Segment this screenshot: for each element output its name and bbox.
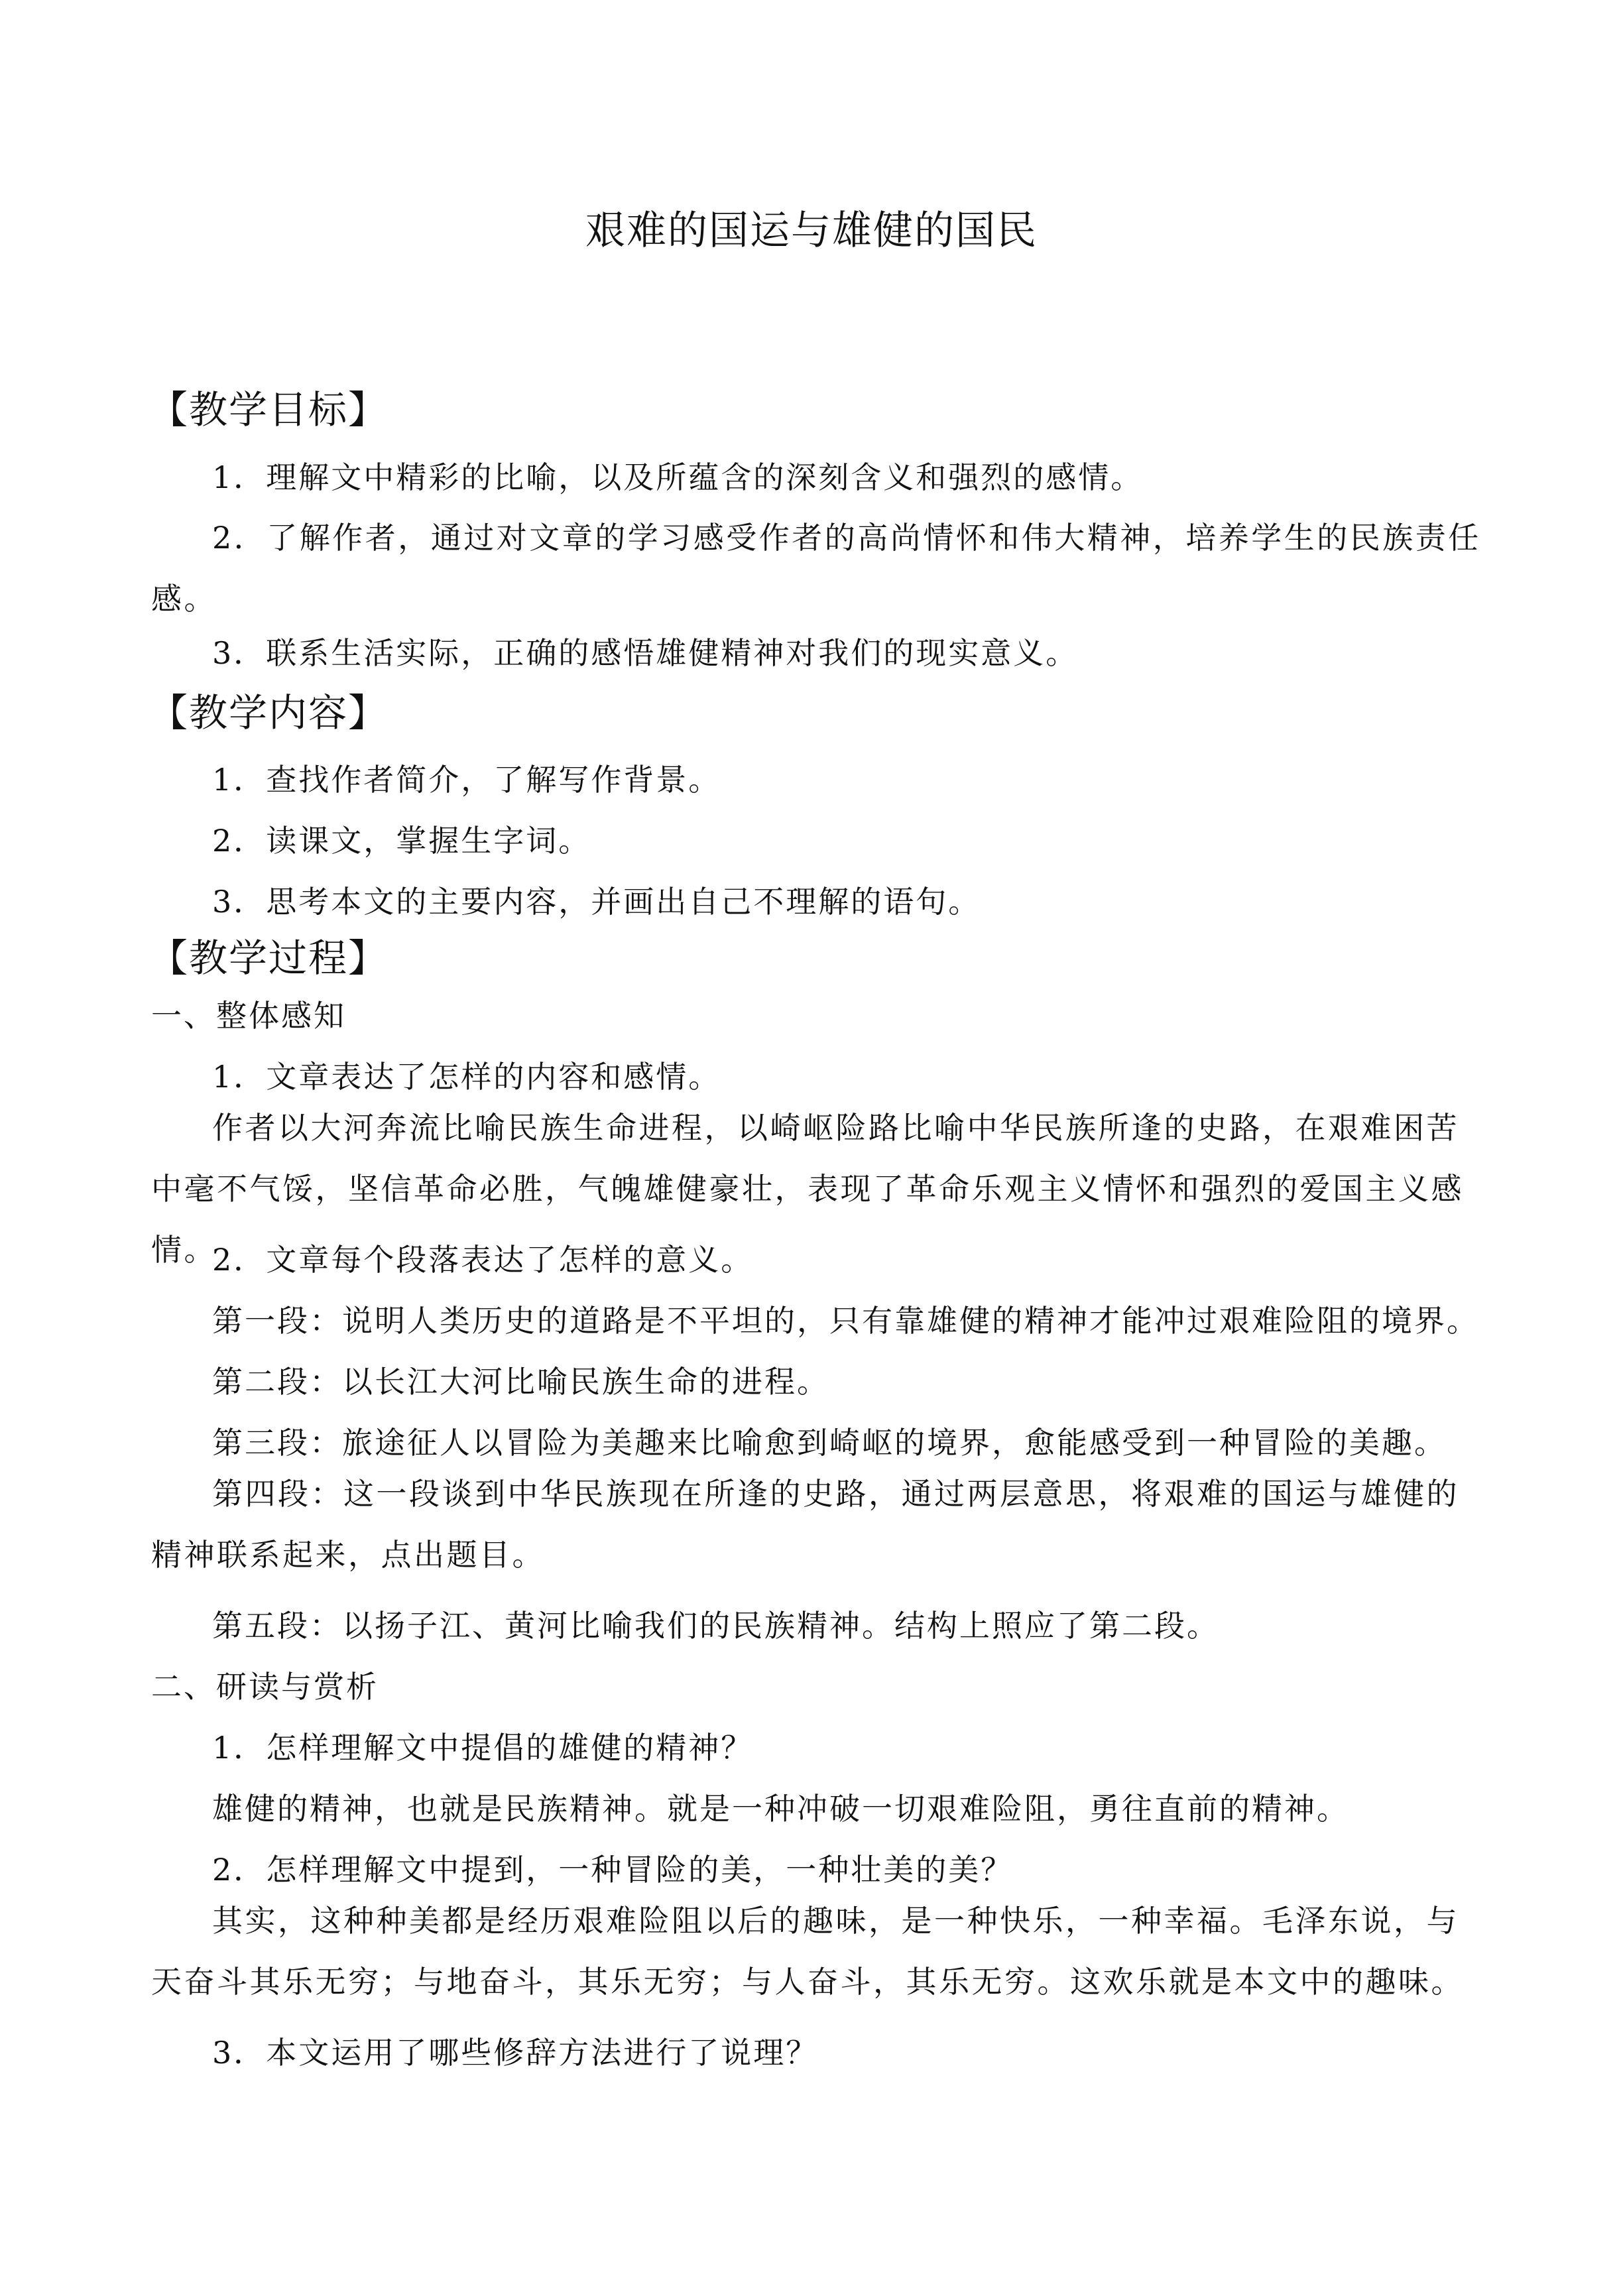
paragraph-summary: 第四段：这一段谈到中华民族现在所逢的史路，通过两层意思，将艰难的国运与雄健的精神联系起来，点出题目。: [151, 1476, 1459, 1573]
section-heading-goals: 【教学目标】: [149, 387, 389, 432]
goal-item: 2．了解作者，通过对文章的学习感受作者的高尚情怀和伟大精神，培养学生的民族责任感。: [151, 520, 1481, 617]
question: 1．怎样理解文中提倡的雄健的精神？: [212, 1730, 754, 1766]
question: 1．文章表达了怎样的内容和感情。: [212, 1059, 721, 1095]
answer-paragraph: 作者以大河奔流比喻民族生命进程，以崎岖险路比喻中华民族所逢的史路，在艰难困苦中毫不气馁，坚信革命必胜，气魄雄健豪壮，表现了革命乐观主义情怀和强烈的爱国主义感情。: [151, 1110, 1464, 1268]
content-item: 2．读课文，掌握生字词。: [212, 823, 591, 859]
paragraph-summary: 第一段：说明人类历史的道路是不平坦的，只有靠雄健的精神才能冲过艰难险阻的境界。: [212, 1303, 1479, 1339]
paragraph-summary: 第三段：旅途征人以冒险为美趣来比喻愈到崎岖的境界，愈能感受到一种冒险的美趣。: [212, 1425, 1447, 1461]
section-heading-content: 【教学内容】: [149, 690, 389, 735]
content-item: 1．查找作者简介，了解写作背景。: [212, 762, 721, 798]
question: 2．怎样理解文中提到，一种冒险的美，一种壮美的美？: [212, 1852, 1014, 1888]
goal-item: 3．联系生活实际，正确的感悟雄健精神对我们的现实意义。: [212, 635, 1079, 671]
goal-item: 1．理解文中精彩的比喻，以及所蕴含的深刻含义和强烈的感情。: [212, 459, 1144, 495]
page-title: 艰难的国运与雄健的国民: [585, 208, 1038, 254]
part-label: 二、研读与赏析: [151, 1669, 379, 1705]
content-item: 3．思考本文的主要内容，并画出自己不理解的语句。: [212, 884, 981, 920]
paragraph-summary: 第五段：以扬子江、黄河比喻我们的民族精神。结构上照应了第二段。: [212, 1608, 1219, 1644]
answer-paragraph: 其实，这种种美都是经历艰难险阻以后的趣味，是一种快乐，一种幸福。毛泽东说，与天奋斗其乐无穷；与地奋斗，其乐无穷；与人奋斗，其乐无穷。这欢乐就是本文中的趣味。: [151, 1903, 1464, 2000]
paragraph-summary: 第二段：以长江大河比喻民族生命的进程。: [212, 1364, 829, 1400]
part-label: 一、整体感知: [151, 998, 346, 1034]
question: 3．本文运用了哪些修辞方法进行了说理？: [212, 2035, 819, 2071]
answer-paragraph: 雄健的精神，也就是民族精神。就是一种冲破一切艰难险阻，勇往直前的精神。: [212, 1791, 1349, 1827]
question: 2．文章每个段落表达了怎样的意义。: [212, 1242, 754, 1278]
section-heading-process: 【教学过程】: [149, 936, 389, 981]
